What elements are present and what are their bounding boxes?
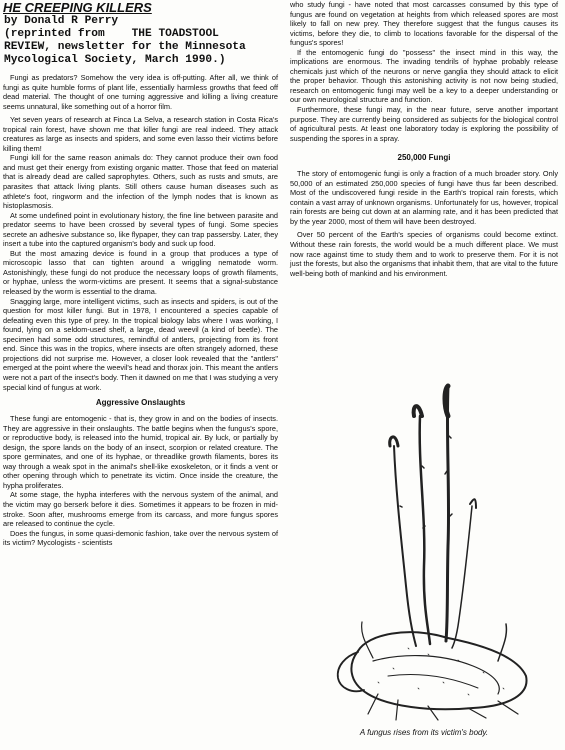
paragraph: Over 50 percent of the Earth's species of organisms could become extinct. Without these rain forests, the world would be a much different place. We must now race against time to study them and to work to preserve them. For it is not just the forests, but also the organisms that inhabit them, that are vital to the future well-being both of mankind and his environment. xyxy=(290,230,558,278)
fungus-on-insect-illustration xyxy=(298,376,556,721)
reprint-text: (reprinted from xyxy=(4,28,105,40)
reprint-line-2 xyxy=(4,41,278,54)
reprint-newsletter: , newsletter for the Minnesota xyxy=(44,41,246,53)
reprint-line-1 xyxy=(4,28,278,41)
fungus-illustration-icon xyxy=(298,376,556,721)
publication-the: THE xyxy=(131,28,152,40)
reprint-line-3: Mycological Society, March 1990.) xyxy=(4,54,226,66)
section-heading: Aggressive Onslaughts xyxy=(95,398,186,408)
paragraph: Furthermore, these fungi may, in the near future, serve another important purpose. They are currently being considered as subjects for the biological control of agricultural pests. At least one laboratory today is exploring the possibility of suspending the spores in a spray. xyxy=(290,105,558,143)
left-column xyxy=(3,0,278,548)
paragraph: Fungi kill for the same reason animals do: They cannot produce their own food and must get their energy from existing organic matter. Those that feed on material that is already dead are called saprophytes. Others, such as rusts and smuts, are parasites that attack living plants. Still others cause human diseases such as athlete's foot, ringworm and the infection of the lymph nodes that is known as histoplasmosis. xyxy=(3,153,278,211)
article-header xyxy=(4,15,278,67)
article-title: HE CREEPING KILLERS xyxy=(3,0,152,15)
paragraph: If the entomogenic fungi do "possess" the insect mind in this way, the implications are enormous. The invading tendrils of hyphae probably release chemicals just which of the neurons or nerve ganglia they should attack to elicit the proper behavior. Though this astonishing activity is not now being studied, research on entomogenic fungi may well be a key to a deeper understanding or our own neurological structure and function. xyxy=(290,47,558,105)
paragraph: But the most amazing device is found in a group that produces a type of microscopic lasso that can tighten around a wriggling nematode worm. Astonishingly, these fungi do not produce the necessary loops of growth filaments, or hyphae, unless the worm-victims are present. It seems that a signal-substance released by the worm is essential to the drama. xyxy=(3,248,278,297)
paragraph: Yet seven years of research at Finca La Selva, a research station in Costa Rica's tropical rain forest, have shown me that killer fungi are real indeed. They attack creatures as large as insects and spiders, and some even lasso their victims before killing them! xyxy=(3,115,278,153)
paragraph: Does the fungus, in some quasi-demonic fashion, take over the nervous system of its victim? Mycologists - scientists xyxy=(3,528,278,548)
byline: by Donald R Perry xyxy=(4,15,119,27)
paragraph: These fungi are entomogenic - that is, they grow in and on the bodies of insects. They are aggressive in their onslaughts. The battle begins when the fungus's spore, or reproductive body, is released into the humid, tropical air. By luck, or partially by design, the spore lands on the body of an insect, scorpion or related creature. The spore germinates, and one of its hyphae, or threadlike growth filaments, bores its way through a weak spot in the animal's shell-like exoskeleton, or it finds a vent or other opening through which to penetrate its victim. Once inside the creature, the hypha proliferates. xyxy=(3,414,278,490)
right-column xyxy=(290,0,558,278)
paragraph: Fungi as predators? Somehow the very idea is off-putting. After all, we think of fungi as quite humble forms of plant life, essentially harmless growths that feed off dead material. The thought of one turning aggressive and killing a living creature seems unnatural, like something out of a horror film. xyxy=(3,73,278,111)
figure-caption: A fungus rises from its victim's body. xyxy=(359,728,489,737)
section-heading: 250,000 Fungi xyxy=(397,153,451,163)
publication-review: REVIEW xyxy=(4,41,45,53)
paragraph: At some stage, the hypha interferes with the nervous system of the animal, and the victim may go berserk before it dies. Sometimes it appears to be frozen in mid-stroke. Soon after, mushrooms emerge from its carcass, and more fungus spores are released to continue the cycle. xyxy=(3,490,278,529)
paragraph: who study fungi - have noted that most carcasses consumed by this type of fungus are found on vegetation at heights from which released spores are most likely to fall on new prey. They therefore suggest that the fungus causes its victims, before they die, to climb to locations favorable for the dispersal of the fungus's spores! xyxy=(290,0,558,48)
publication-toadstool: TOADSTOOL xyxy=(158,28,219,40)
paragraph: At some undefined point in evolutionary history, the fine line between parasite and predator seems to have been crossed by several types of fungi. Some species secrete an adhesive substance so, like flypaper, they can trap passersby. Later, they insert a tube into the captured organism's body and suck up food. xyxy=(3,210,278,249)
paragraph: Snagging large, more intelligent victims, such as insects and spiders, is out of the question for most killer fungi. But in 1978, I encountered a species capable of defeating even this type of prey. In the tropical biology labs where I was working, I found, lying on a seldom-used shelf, a large, dead weevil (a kind of beetle). The specimen had some odd structures, remindful of antlers, projecting from its front end. Since this was in the tropics, where insects are often strangely adorned, these projections did not surprise me. However, a closer look revealed that the "antlers" emerged at the point where the weevil's head and thorax join. This meant the antlers were not a part of the insect's body. Then it dawned on me that I was studying a very special kind of fungus at work. xyxy=(3,296,278,392)
paragraph: The story of entomogenic fungi is only a fraction of a much broader story. Only 50,000 of an estimated 250,000 species of fungi have thus far been described. Most of the undiscovered fungi reside in the Earth's tropical rain forests, which contain a vast array of unknown organisms. Unfortunately for us, however, tropical rain forests are being cut down at an alarming rate, and it has been predicted that by the year 2000, most of them will have been destroyed. xyxy=(290,169,558,226)
